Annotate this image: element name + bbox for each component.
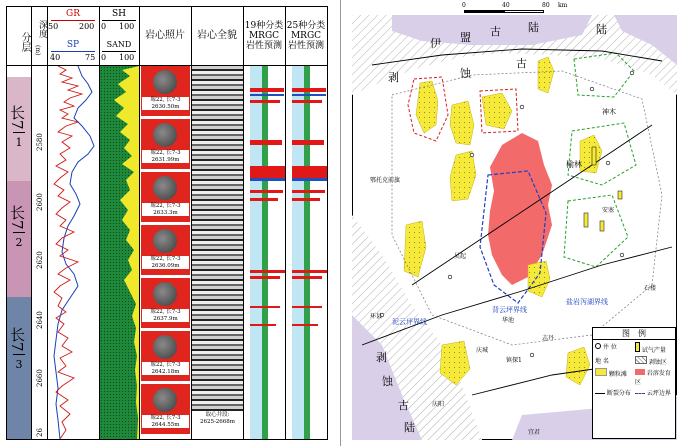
label-meng: 盟 xyxy=(460,31,471,44)
header-pred25: 25种分类 MRGC 岩性预测 xyxy=(286,21,326,51)
core-photo-card xyxy=(141,384,190,434)
label-gu-3: 古 xyxy=(398,399,409,412)
legend-item-fault: 断裂分布 xyxy=(595,388,633,397)
depth-tick-2: 2600 xyxy=(36,193,44,211)
legend-item-beach: 颗粒滩 xyxy=(595,368,633,386)
boundary-niyunping: 泥云坪界线 xyxy=(392,318,427,326)
header-sh: SH xyxy=(111,9,126,19)
place-huachi: 华池 xyxy=(502,317,515,324)
core-photo-caption: 塬22, 长7-3 2636.09m xyxy=(142,256,189,269)
core-photo-card xyxy=(141,278,190,328)
well-log-panel xyxy=(6,6,328,440)
panel-divider xyxy=(340,0,341,446)
core-photo-caption: 塬22, 长7-3 2631.99m xyxy=(142,150,189,163)
depth-tick-1: 2580 xyxy=(36,133,44,151)
header-depth: 深度 xyxy=(37,20,47,38)
map-labels xyxy=(352,15,677,440)
place-wuqi: 吴起 xyxy=(454,253,467,260)
sh-line xyxy=(102,20,136,21)
core-sample-image xyxy=(153,70,177,94)
sh-sand-track xyxy=(100,66,139,439)
legend-item-gas: 试气产量 xyxy=(635,342,673,354)
sand-max: 100 xyxy=(119,53,135,62)
header-core-full: 岩心全貌 xyxy=(197,30,237,41)
layer-label-c71: 长7 1 xyxy=(8,105,26,149)
depth-tick-4: 2640 xyxy=(36,311,44,329)
sp-max: 75 xyxy=(85,53,96,62)
legend-item-well: 井 位 xyxy=(595,342,633,354)
legend-item-boundary: 云坪边界 xyxy=(635,388,673,397)
sand-min: 0 xyxy=(101,53,107,62)
sep-1 xyxy=(31,7,32,439)
sh-min: 0 xyxy=(101,22,107,31)
place-qingcheng: 庆城 xyxy=(476,347,489,354)
layer-label-c73: 长7 3 xyxy=(8,327,26,371)
header-depth-unit: (m) xyxy=(34,45,41,56)
core-photo-caption: 塬22, 长7-3 2644.55m xyxy=(142,415,189,428)
scale-unit: km xyxy=(558,2,568,9)
depth-tick-3: 2620 xyxy=(36,251,44,269)
header-core-photo: 岩心照片 xyxy=(145,30,185,41)
place-qingyang: 庆阳 xyxy=(432,401,445,408)
layer-column xyxy=(7,65,32,439)
sh-max: 100 xyxy=(119,22,135,31)
header-sand: SAND xyxy=(106,40,132,49)
core-photo-card xyxy=(141,225,190,275)
sp-min: 40 xyxy=(50,53,61,62)
core-sample-image xyxy=(153,123,177,147)
place-yulin: 榆林 xyxy=(566,160,582,169)
place-shenmu: 神木 xyxy=(602,108,616,116)
core-sample-image xyxy=(153,388,177,412)
label-lu-2: 陆 xyxy=(596,23,607,36)
core-photo-caption: 塬22, 长7-3 2642.18m xyxy=(142,362,189,375)
gr-curve xyxy=(54,66,82,439)
legend-item-place: 地 名 xyxy=(595,358,609,365)
layer-label-c72: 长7 2 xyxy=(8,205,26,249)
core-sample-image xyxy=(153,176,177,200)
legend-item-karst: 岩溶发育区 xyxy=(635,370,671,386)
pred25-green-base xyxy=(304,66,310,439)
pred25-track xyxy=(286,66,327,439)
place-shilou: 石楼 xyxy=(644,285,657,292)
core-full-column xyxy=(192,66,243,411)
core-photo-caption: 塬22, 长7-3 2630.50m xyxy=(142,97,189,110)
place-yijun: 宜君 xyxy=(528,429,541,436)
core-sample-image xyxy=(153,335,177,359)
place-zhentan: 镇探1 xyxy=(506,357,522,364)
label-lu-3: 陆 xyxy=(404,421,415,434)
place-ansai: 安塞 xyxy=(602,207,615,214)
pred19-track xyxy=(244,66,285,439)
core-photo-card xyxy=(141,119,190,169)
scale-bar xyxy=(462,2,582,14)
legend-title: 图 例 xyxy=(593,328,675,340)
label-lu: 陆 xyxy=(528,21,539,34)
gr-max: 200 xyxy=(79,22,95,31)
label-gu: 古 xyxy=(490,25,501,38)
label-bo: 剥 xyxy=(388,71,399,84)
core-sample-image xyxy=(153,229,177,253)
scale-40: 40 xyxy=(502,2,510,9)
header-pred19: 19种分类 MRGC 岩性预测 xyxy=(244,21,284,51)
place-huanxian: 环县 xyxy=(370,313,383,320)
pred19-green-base xyxy=(262,66,268,439)
depth-tick-6: 26 xyxy=(36,428,44,437)
label-gu-2: 古 xyxy=(516,57,527,70)
place-etuokeqianqi: 鄂托克前旗 xyxy=(370,177,401,184)
place-zhidan: 志丹 xyxy=(542,335,555,342)
core-photo-caption: 塬22, 长7-3 2633.3m xyxy=(142,203,189,216)
core-photo-caption: 塬22, 长7-3 2637.9m xyxy=(142,309,189,322)
label-shi: 蚀 xyxy=(460,67,471,80)
gr-line xyxy=(51,20,95,21)
boundary-beiyunping: 背云坪界线 xyxy=(492,306,527,314)
gr-sp-track xyxy=(48,66,99,439)
core-full-caption: 取心井段: 2625-2668m xyxy=(193,412,242,425)
sand-line xyxy=(102,51,136,52)
legend-item-erosion: 剥蚀区 xyxy=(635,356,673,366)
core-photo-card xyxy=(141,172,190,222)
label-shi-2: 蚀 xyxy=(382,375,393,388)
header-sp: SP xyxy=(66,40,80,50)
scale-0: 0 xyxy=(462,2,466,9)
legend-box xyxy=(592,327,676,439)
label-bo-2: 剥 xyxy=(376,351,387,364)
core-photo-card xyxy=(141,331,190,381)
sp-line xyxy=(51,51,95,52)
core-photo-card xyxy=(141,66,190,116)
sp-curve xyxy=(54,66,94,439)
label-yi: 伊 xyxy=(430,37,441,50)
core-sample-image xyxy=(153,282,177,306)
header-gr: GR xyxy=(66,9,80,19)
depth-tick-5: 2660 xyxy=(36,369,44,387)
scale-80: 80 xyxy=(542,2,550,9)
header-layer: 分层 xyxy=(19,32,30,52)
gr-min: 50 xyxy=(48,22,59,31)
boundary-yanyan: 盐岩泻湖界线 xyxy=(566,298,608,306)
